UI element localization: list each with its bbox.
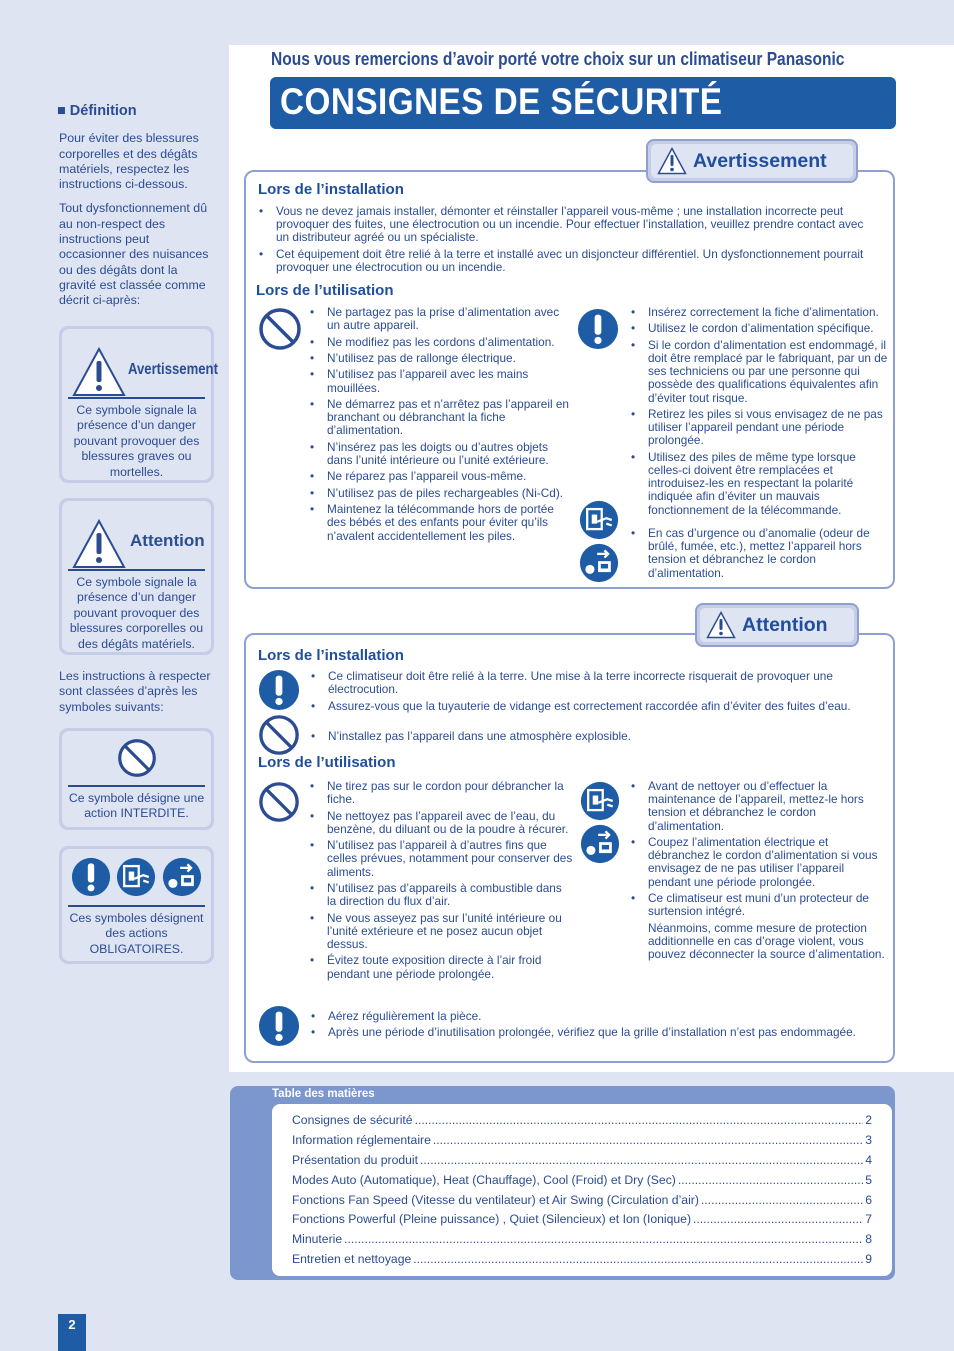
warning-use-mandatory-list: [629, 306, 889, 520]
warning-use-title: Lors de l’utilisation: [256, 282, 394, 299]
caution-legend-label: Attention: [130, 531, 205, 550]
warning-install-list: [257, 205, 872, 277]
caution-triangle-icon: [72, 519, 126, 569]
warning-label: Avertissement: [693, 149, 827, 172]
toc-leader: [344, 1232, 863, 1246]
toc-entry-page: 9: [865, 1252, 872, 1267]
list-item: • Ce climatiseur doit être relié à la terre. Une mise à la terre incorrecte risquerait de provoquer une électrocution.: [309, 670, 889, 696]
definition-paragraph-2: Tout dysfonctionnement dû au non-respect des instructions peut occasionner des nuisances ou des dégâts dont la gravité est classée comme décrit ci-après:: [59, 201, 209, 308]
toc-entry-title: Présentation du produit: [292, 1152, 419, 1167]
list-item: • N’insérez pas les doigts ou d’autres objets dans l’unité intérieure ou l’unité extérieure.: [308, 441, 573, 467]
toc-leader: [693, 1212, 863, 1226]
mandatory-icon: [577, 308, 619, 350]
toc-entry-title: Fonctions Fan Speed (Vitesse du ventilateur) et Air Swing (Circulation d’air): [292, 1192, 699, 1207]
toc-leader: [678, 1173, 863, 1187]
toc-leader: [415, 1113, 864, 1127]
toc-entry[interactable]: [292, 1209, 872, 1229]
toc-entry-title: Modes Auto (Automatique), Heat (Chauffage), Cool (Froid) et Dry (Sec): [292, 1172, 676, 1187]
caution-legend-text: Ce symbole signale la présence d’un danger pouvant provoquer des blessures corporelles ou des dégâts matériels.: [69, 575, 204, 651]
unplug-icon: [162, 857, 202, 897]
toc-leader: [420, 1153, 863, 1167]
plug-icon: [116, 857, 156, 897]
caution-panel: [244, 633, 895, 1063]
warning-legend-text: Ce symbole signale la présence d’un danger pouvant provoquer des blessures graves ou mortelles.: [73, 403, 200, 479]
caution-triangle-icon: [706, 611, 736, 639]
list-item: • N’utilisez pas l’appareil à d’autres fins que celles prévues, notamment pour conserver des aliments.: [308, 839, 573, 879]
toc-list: [272, 1104, 892, 1276]
prohibited-icon: [117, 738, 157, 778]
mandatory-legend-text: Ces symboles désignent des actions OBLIGATOIRES.: [69, 911, 204, 956]
list-item: • Ce climatiseur est muni d’un protecteur de surtension intégré.: [629, 892, 887, 918]
warning-panel: [244, 170, 895, 589]
toc-entry[interactable]: [292, 1190, 872, 1210]
caution-bottom-list: [309, 1010, 889, 1043]
square-bullet-icon: ■: [57, 103, 70, 119]
prohibited-icon: [258, 781, 300, 823]
list-item: • Cet équipement doit être relié à la terre et installé avec un disjoncteur différentiel. Un dysfonctionnement pourrait provoquer une électrocution ou un incendie.: [257, 248, 872, 274]
prohibited-legend-text: Ce symbole désigne une action INTERDITE.: [68, 791, 205, 821]
list-item: • Si le cordon d’alimentation est endommagé, il doit être remplacé par le fabriquant, par un de ses techniciens ou par une personne qui possède des qualifications équivalentes afin d’éviter tout risque.: [629, 339, 889, 405]
caution-tag: [695, 603, 859, 647]
warning-legend-label: Avertissement: [128, 361, 218, 378]
toc-entry-page: 5: [865, 1172, 872, 1187]
list-item: • Utilisez des piles de même type lorsque celles-ci doivent être remplacées et introduisez-les en respectant la polarité indiquée afin d’éviter un mauvais fonctionnement de la télécommande.: [629, 451, 889, 517]
caution-label: Attention: [742, 613, 828, 636]
toc-entry-page: 4: [865, 1152, 872, 1167]
toc-entry-page: 8: [865, 1232, 872, 1247]
toc-leader: [701, 1193, 863, 1207]
list-item: • Évitez toute exposition directe à l’air froid pendant une période prolongée.: [308, 954, 573, 980]
warning-emergency-list: [629, 527, 889, 583]
list-item: • Retirez les piles si vous envisagez de ne pas utiliser l’appareil pendant une période prolongée.: [629, 408, 889, 448]
toc-entry-page: 3: [865, 1132, 872, 1147]
toc-entry[interactable]: [292, 1249, 872, 1269]
mandatory-legend-box: [59, 846, 214, 964]
list-item: • Aérez régulièrement la pièce.: [309, 1010, 889, 1023]
warning-triangle-icon: [72, 347, 126, 397]
list-item: • N’installez pas l’appareil dans une atmosphère explosible.: [309, 730, 889, 743]
definition-heading: ■ Définition: [57, 103, 137, 119]
unplug-icon: [579, 543, 619, 583]
unplug-icon: [580, 824, 620, 864]
page-title: CONSIGNES DE SÉCURITÉ: [280, 81, 723, 122]
list-item: • Vous ne devez jamais installer, démonter et réinstaller l’appareil vous-même ; une installation incorrecte peut provoquer des fuites, une électrocution ou un incendie. Pour effectuer l’installation, veuillez prendre contact avec un distributeur agréé ou un spécialiste.: [257, 205, 872, 245]
toc-entry[interactable]: [292, 1229, 872, 1249]
mandatory-icon: [71, 857, 111, 897]
list-item: • Assurez-vous que la tuyauterie de vidange est correctement raccordée afin d’éviter des fuites d’eau.: [309, 700, 889, 713]
toc-entry-page: 6: [865, 1192, 872, 1207]
list-item: • Ne vous asseyez pas sur l’unité intérieure ou l’unité extérieure et ne posez aucun objet dessus.: [308, 912, 573, 952]
toc-title: Table des matières: [272, 1088, 375, 1100]
list-item: • Maintenez la télécommande hors de portée des bébés et des enfants pour éviter qu’ils n’avalent accidentellement les piles.: [308, 503, 573, 543]
list-item: • En cas d’urgence ou d’anomalie (odeur de brûlé, fumée, etc.), mettez l’appareil hors tension et débranchez le cordon d’alimentation.: [629, 527, 889, 580]
list-item: • Ne nettoyez pas l’appareil avec de l’eau, du benzène, du diluant ou de la poudre à récurer.: [308, 810, 573, 836]
plug-icon: [579, 500, 619, 540]
toc-entry-page: 2: [865, 1112, 872, 1127]
list-item: • Ne modifiez pas les cordons d’alimentation.: [308, 336, 573, 349]
toc-entry-page: 7: [865, 1212, 872, 1227]
list-item: • Ne tirez pas sur le cordon pour débrancher la fiche.: [308, 780, 573, 806]
toc-entry-title: Fonctions Powerful (Pleine puissance) , Quiet (Silencieux) et Ion (Ionique): [292, 1212, 691, 1227]
table-of-contents: [230, 1086, 895, 1280]
warning-install-title: Lors de l’installation: [258, 181, 404, 198]
prohibited-legend-box: [59, 728, 214, 830]
caution-use-prohibited-list: [308, 780, 573, 984]
symbols-intro: Les instructions à respecter sont classées d’après les symboles suivants:: [59, 669, 211, 714]
toc-entry-title: Consignes de sécurité: [292, 1112, 413, 1127]
list-item: • Après une période d’inutilisation prolongée, vérifiez que la grille d’installation n’est pas endommagée.: [309, 1026, 889, 1039]
list-item: • Ne partagez pas la prise d’alimentation avec un autre appareil.: [308, 306, 573, 332]
toc-leader: [413, 1252, 863, 1266]
list-item: • N’utilisez pas de rallonge électrique.: [308, 352, 573, 365]
toc-entry[interactable]: [292, 1150, 872, 1170]
list-item: • N’utilisez pas l’appareil avec les mains mouillées.: [308, 368, 573, 394]
list-item: • Ne réparez pas l’appareil vous-même.: [308, 470, 573, 483]
toc-entry-title: Information réglementaire: [292, 1132, 431, 1147]
list-item: • Avant de nettoyer ou d’effectuer la maintenance de l’appareil, mettez-le hors tension et débranchez le cordon d’alimentation.: [629, 780, 887, 833]
list-item: • Insérez correctement la fiche d’alimentation.: [629, 306, 889, 319]
definition-sidebar: [57, 104, 217, 318]
page-number: 2: [58, 1314, 86, 1351]
prohibited-icon: [258, 714, 300, 756]
page-subtitle: Nous vous remercions d’avoir porté votre choix sur un climatiseur Panasonic: [271, 48, 845, 69]
caution-use-title: Lors de l’utilisation: [258, 754, 396, 771]
list-item: • Ne démarrez pas et n’arrêtez pas l’appareil en branchant ou débranchant la fiche d’alimentation.: [308, 398, 573, 438]
prohibited-icon: [258, 307, 302, 351]
toc-entry-title: Minuterie: [292, 1232, 343, 1247]
toc-entry-title: Entretien et nettoyage: [292, 1252, 412, 1267]
mandatory-icon: [258, 669, 300, 711]
page-title-banner: [270, 77, 896, 129]
caution-install-list: [309, 670, 889, 716]
list-item: • Coupez l’alimentation électrique et débranchez le cordon d’alimentation si vous envisagez de ne pas utiliser l’appareil pendant une période prolongée.: [629, 836, 887, 889]
warning-legend-box: [59, 326, 218, 483]
list-item: • N’utilisez pas d’appareils à combustible dans la direction du flux d’air.: [308, 882, 573, 908]
caution-install-prohibited-list: [309, 730, 889, 746]
warning-triangle-icon: [657, 147, 687, 175]
toc-entry[interactable]: [292, 1130, 872, 1150]
caution-install-title: Lors de l’installation: [258, 647, 404, 664]
list-item: • Utilisez le cordon d’alimentation spécifique.: [629, 322, 889, 335]
toc-leader: [433, 1133, 863, 1147]
plug-icon: [580, 781, 620, 821]
list-item: • N’utilisez pas de piles rechargeables (Ni-Cd).: [308, 487, 573, 500]
caution-legend-box: [59, 498, 214, 655]
toc-entry[interactable]: [292, 1110, 872, 1130]
definition-paragraph-1: Pour éviter des blessures corporelles et des dégâts matériels, respectez les instructions ci-dessous.: [59, 131, 199, 192]
toc-entry[interactable]: [292, 1170, 872, 1190]
list-item-note: Néanmoins, comme mesure de protection additionnelle en cas d’orage violent, vous pouvez déconnecter la source d’alimentation.: [648, 920, 885, 961]
warning-tag: [646, 139, 858, 183]
mandatory-icon: [258, 1005, 300, 1047]
warning-use-prohibited-list: [308, 306, 573, 546]
caution-use-mandatory-list: [629, 780, 887, 964]
